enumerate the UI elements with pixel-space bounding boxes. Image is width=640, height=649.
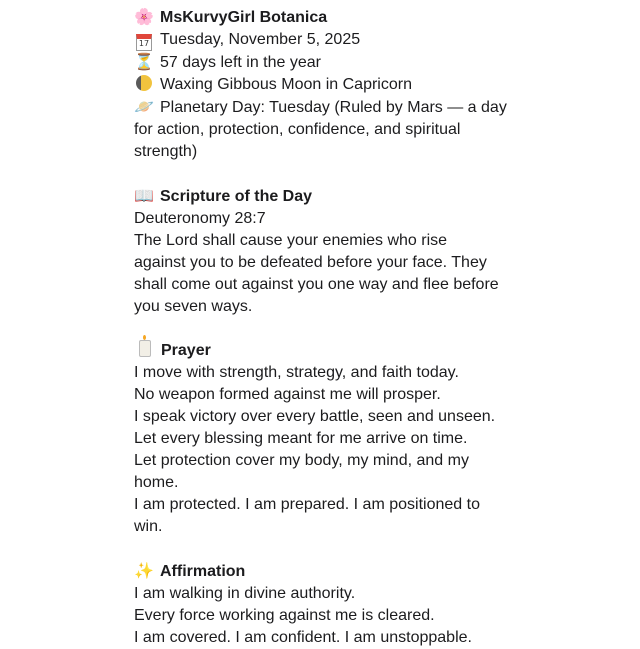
waxing-gibbous-moon-icon bbox=[136, 75, 152, 91]
prayer-heading-text: Prayer bbox=[161, 342, 211, 359]
scripture-line: shall come out against you one way and flee before bbox=[134, 276, 499, 293]
affirmation-line: I am walking in divine authority. bbox=[134, 585, 356, 602]
planetary-day-line-2: for action, protection, confidence, and spiritual bbox=[134, 121, 461, 138]
spacer bbox=[134, 318, 514, 340]
scripture-heading bbox=[134, 185, 514, 208]
prayer-line: I am protected. I am prepared. I am positioned to bbox=[134, 496, 480, 513]
brand-line bbox=[134, 6, 514, 29]
affirmation-heading bbox=[134, 560, 514, 583]
prayer-line: I speak victory over every battle, seen and unseen. bbox=[134, 408, 496, 425]
affirmation-heading-text: Affirmation bbox=[160, 563, 246, 580]
cherry-blossom-icon: 🌸 bbox=[134, 7, 154, 26]
prayer-line: I move with strength, strategy, and faith today. bbox=[134, 364, 459, 381]
date-text: Tuesday, November 5, 2025 bbox=[160, 31, 361, 48]
prayer-line: win. bbox=[134, 518, 163, 535]
affirmation-line: I am covered. I am confident. I am unstoppable. bbox=[134, 629, 472, 646]
prayer-line: No weapon formed against me will prosper. bbox=[134, 386, 441, 403]
prayer-line: Let every blessing meant for me arrive on time. bbox=[134, 430, 468, 447]
affirmation-line: Every force working against me is cleared. bbox=[134, 607, 435, 624]
post-content bbox=[134, 6, 514, 649]
days-left-line bbox=[134, 51, 514, 74]
scripture-line: you seven ways. bbox=[134, 298, 253, 315]
spacer bbox=[134, 163, 514, 185]
planetary-day-line bbox=[134, 96, 514, 119]
planetary-day-text-1: Planetary Day: Tuesday (Ruled by Mars — a day bbox=[160, 99, 507, 116]
scripture-heading-text: Scripture of the Day bbox=[160, 188, 313, 205]
days-left-text: 57 days left in the year bbox=[160, 54, 321, 71]
prayer-line: Let protection cover my body, my mind, and my bbox=[134, 452, 469, 469]
spacer bbox=[134, 538, 514, 560]
calendar-icon: 17 bbox=[136, 34, 152, 51]
open-book-icon: 📖 bbox=[134, 186, 154, 205]
sparkles-icon: ✨ bbox=[134, 561, 154, 580]
prayer-heading bbox=[134, 340, 514, 362]
moon-text: Waxing Gibbous Moon in Capricorn bbox=[160, 76, 412, 93]
scripture-line: The Lord shall cause your enemies who rise bbox=[134, 232, 448, 249]
ringed-planet-icon: 🪐 bbox=[134, 97, 154, 116]
scripture-reference: Deuteronomy 28:7 bbox=[134, 210, 266, 227]
prayer-line: home. bbox=[134, 474, 179, 491]
hourglass-icon: ⏳ bbox=[134, 52, 154, 71]
moon-line bbox=[134, 74, 514, 96]
planetary-day-line-3: strength) bbox=[134, 143, 198, 160]
brand-name: MsKurvyGirl Botanica bbox=[160, 9, 328, 26]
scripture-line: against you to be defeated before your face. They bbox=[134, 254, 487, 271]
candle-icon bbox=[139, 340, 151, 357]
date-line bbox=[134, 29, 514, 51]
